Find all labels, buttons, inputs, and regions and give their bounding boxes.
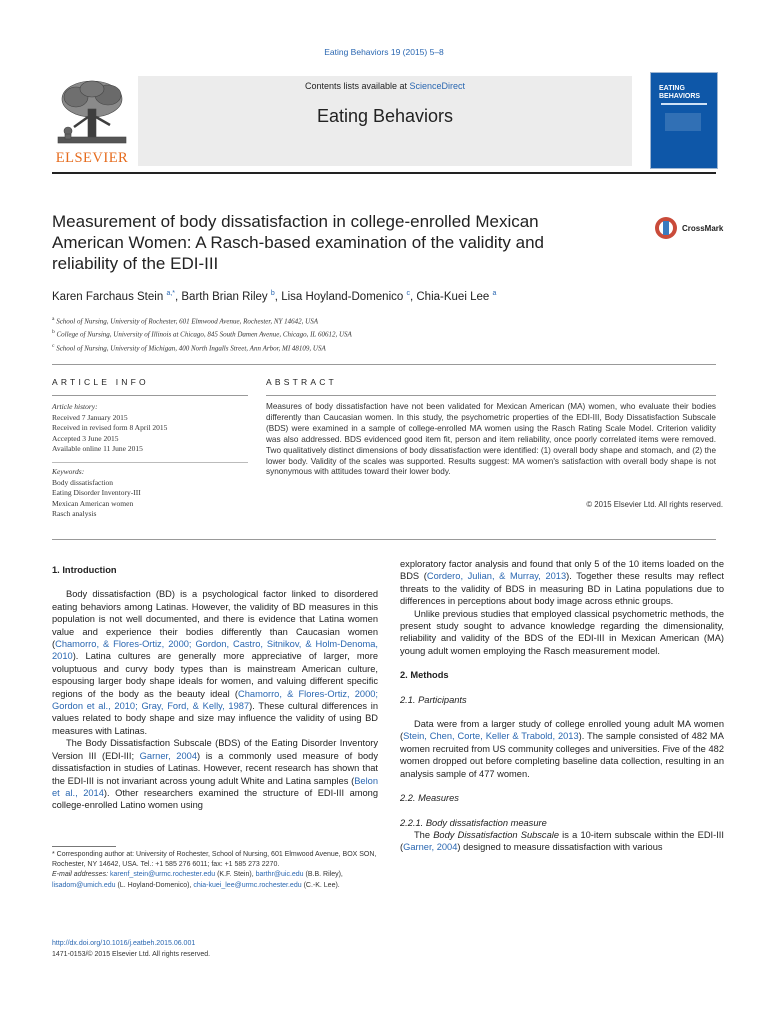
body-column-left: [52, 564, 378, 812]
keyword-item: Rasch analysis: [52, 509, 97, 518]
article-title: Measurement of body dissatisfaction in college-enrolled Mexican American Women: A Rasch-based examination of the validity and reliability of the EDI-III: [52, 212, 545, 273]
keyword-item: Mexican American women: [52, 498, 134, 508]
text-run: ) is a commonly used measure of body dissatisfaction in studies of Latinas. However, recent research has shown that the EDI-III is not invariant across young adult White and Latina samples (: [52, 750, 378, 786]
abstract-rule: [266, 395, 716, 396]
article-info-heading: ARTICLE INFO: [52, 377, 149, 387]
text-run: ). Together these results may reflect threats to the validity of BDS in measuring BD in Latina populations due to differences in perceptions about body image across ethnic groups.: [400, 571, 725, 607]
text-run: ). Other researchers examined the structure of EDI-III among college-enrolled Latino women using: [52, 787, 378, 811]
email-link[interactable]: karenf_stein@urmc.rochester.edu: [109, 871, 216, 879]
body-divider: [52, 539, 716, 540]
author-sup[interactable]: a: [492, 290, 497, 297]
contents-line: [138, 81, 632, 91]
history-item: Received in revised form 8 April 2015: [52, 423, 168, 432]
affiliation-item: [52, 341, 712, 354]
introduction-heading: 1. Introduction: [52, 565, 117, 575]
participants-heading: 2.1. Participants: [400, 694, 467, 705]
email-link[interactable]: lisadom@umich.edu: [52, 881, 116, 889]
citation-link[interactable]: Stein, Chen, Corte, Keller & Trabold, 2013: [403, 731, 579, 742]
crossmark-label: CrossMark: [682, 223, 724, 233]
citation-link[interactable]: Cordero, Julian, & Murray, 2013: [426, 571, 567, 582]
keyword-item: Eating Disorder Inventory-III: [52, 488, 141, 497]
email-owner: (L. Hoyland-Domenico),: [115, 881, 194, 889]
citation-link[interactable]: Garner, 2004: [403, 842, 458, 853]
affiliation-text: School of Nursing, University of Rochester, 601 Elmwood Avenue, Rochester, NY 14642, USA: [56, 317, 318, 326]
citation-link[interactable]: Belon et al., 2014: [52, 775, 378, 798]
author-list: Karen Farchaus Stein $^{a,*}$, Barth Brian Riley $^b$, Lisa Hoyland-Domenico $^c$, Chia-Kuei Lee $^a$: [52, 290, 497, 303]
intro-paragraph-2: [52, 737, 378, 811]
journal-reference[interactable]: Eating Behaviors 19 (2015) 5–8: [324, 47, 444, 57]
issn-line: 1471-0153/© 2015 Elsevier Ltd. All rights reserved.: [52, 950, 211, 958]
page-footer: [52, 939, 382, 960]
affiliation-item: [52, 327, 712, 340]
article-history: [52, 402, 248, 455]
text-run: Data were from a larger study of college enrolled young adult MA women (: [400, 719, 724, 742]
doi-link[interactable]: http://dx.doi.org/10.1016/j.eatbeh.2015.06.001: [52, 940, 196, 947]
participants-paragraph: [400, 718, 724, 780]
bds-paragraph: [400, 829, 724, 854]
affiliation-sup: b: [52, 329, 55, 336]
text-run: The Body Dissatisfaction Subscale (BDS) of the Eating Disorder Inventory Version III (EDI-III;: [52, 738, 378, 761]
affiliation-text: School of Nursing, University of Michigan, 400 North Ingalls Street, Ann Arbor, MI 48109, USA: [56, 343, 326, 352]
history-item: Received 7 January 2015: [52, 412, 128, 422]
citation-link[interactable]: Chamorro, & Flores-Ortiz, 2000; Gordon, Castro, Sitnikov, & Holm-Denoma, 2010: [52, 639, 378, 662]
author-name[interactable]: Karen Farchaus Stein: [52, 290, 164, 303]
text-run: exploratory factor analysis and found that only 5 of the 10 items loaded on the BDS (: [400, 559, 724, 582]
author-name[interactable]: Chia-Kuei Lee: [416, 290, 490, 303]
cover-title: EATING BEHAVIORS: [659, 85, 701, 100]
author-name[interactable]: Lisa Hoyland-Domenico: [281, 290, 404, 303]
author-name[interactable]: Barth Brian Riley: [181, 290, 268, 303]
crossmark-icon: [654, 216, 678, 240]
citation-link[interactable]: Garner, 2004: [139, 750, 197, 761]
keywords: [52, 467, 248, 520]
footnotes: [52, 850, 382, 891]
keyword-item: Body dissatisfaction: [52, 477, 114, 487]
keywords-rule: [52, 462, 248, 463]
abstract-text: Measures of body dissatisfaction have not been validated for Mexican American (MA) women, who evaluate their bodies differently than Caucasian women. In this study, the psychometric properties of the EDI-III, Body Dissatisfaction Subscale (BDS) were examined in a sample of college-enrolled MA women using the Rasch Rating Scale Model. Criterion validity was also addressed. BDS evidenced good item fit, person and item reliability, once poorly correlated items were removed. Two qualitatively distinct dimensions of body dissatisfaction were identified: (1) overall body shape and stomach, and (2) the lower body. Validity of the scales was supported. Results suggest: MA women's satisfaction with overall body shape is not synonymous with attitudes toward their lower body.: [266, 402, 716, 477]
affiliation-text: College of Nursing, University of Illinois at Chicago, 845 South Damen Avenue, Chicago, IL 60612, USA: [56, 330, 352, 339]
header-divider: [52, 172, 716, 174]
elsevier-wordmark: ELSEVIER: [55, 150, 129, 166]
history-label: Article history:: [52, 402, 98, 411]
text-run: ). The sample consisted of 482 MA women recruited from US community colleges and universities. Five of the 482 women dropped out before completing baseline data collection, resulting in an analysis sample of 477 women.: [400, 731, 725, 779]
text-run-italic: Body Dissatisfaction Subscale: [433, 829, 559, 840]
body-column-right: [400, 558, 724, 854]
text-run: ). These cultural differences in values related to body shape and size may influence the validity of using BD measures with Latinas.: [52, 701, 378, 736]
keywords-label: Keywords:: [52, 467, 85, 476]
bds-heading: 2.2.1. Body dissatisfaction measure: [400, 817, 547, 828]
text-run: is a 10-item subscale within the EDI-III (: [400, 829, 724, 853]
affiliation-sup: c: [52, 342, 55, 349]
email-link[interactable]: chia-kuei_lee@urmc.rochester.edu: [193, 881, 302, 889]
email-addresses: [52, 870, 382, 890]
email-owner: (K.F. Stein),: [215, 871, 256, 879]
article-info-rule: [52, 395, 248, 396]
crossmark-badge[interactable]: [654, 216, 723, 240]
author-sup[interactable]: c: [406, 290, 410, 297]
email-owner: (C.-K. Lee).: [301, 881, 340, 889]
intro-paragraph-1: [52, 588, 378, 737]
journal-cover-thumbnail[interactable]: [650, 72, 718, 169]
author-sup[interactable]: b: [270, 290, 275, 297]
email-label: E-mail addresses:: [52, 871, 110, 879]
email-owner: (B.B. Riley),: [303, 871, 343, 879]
sciencedirect-link[interactable]: ScienceDirect: [409, 81, 466, 91]
journal-title: Eating Behaviors: [316, 106, 454, 126]
history-item: Accepted 3 June 2015: [52, 433, 119, 443]
methods-heading: 2. Methods: [400, 670, 449, 681]
affiliation-sup: a: [52, 316, 55, 322]
measures-heading: 2.2. Measures: [400, 793, 459, 804]
study-aim-paragraph: Unlike previous studies that employed classical psychometric methods, the present study sought to advance knowledge regarding the dimensionality, reliability and validity of the BDS of the EDI-III in Mexican American (MA) young adult women employing the Rasch measurement model.: [400, 608, 724, 656]
text-run: Body dissatisfaction (BD) is a psychological factor linked to disordered eating behaviors among Latinas. However, the validity of BD measures in this population is not well documented, and there is evidence that Latina women value and experience their bodies differently than Caucasian women (: [52, 589, 378, 650]
cover-rule: [661, 103, 707, 105]
author-sup[interactable]: a,*: [166, 290, 175, 297]
text-run: ). Latina cultures are generally more appreciative of larger, more voluptuous and curvy body types than is mainstream American culture, espousing larger body shape ideals for women, and valuing different specific regions of the body as the beauty ideal (: [52, 651, 378, 699]
contents-prefix: Contents lists available at: [304, 81, 410, 91]
cover-panel: [665, 113, 701, 131]
text-run: ) designed to measure dissatisfaction with various: [457, 842, 663, 853]
abstract-heading: ABSTRACT: [266, 377, 337, 387]
continued-paragraph: [400, 558, 724, 608]
corresponding-author-note: * Corresponding author at: University of Rochester, School of Nursing, 601 Elmwood Avenue, BOX SON, Rochester, NY 14642, USA. Tel.: +1 585 276 6011; fax: +1 585 273 2270.: [52, 851, 377, 869]
section-divider: [52, 364, 716, 365]
history-item: Available online 11 June 2015: [52, 444, 143, 453]
affiliation-item: [52, 314, 712, 327]
text-run: The: [414, 829, 434, 840]
email-link[interactable]: barthr@uic.edu: [255, 871, 304, 879]
citation-link[interactable]: Chamorro, & Flores-Ortiz, 2000; Gordon et al., 2010; Gray, Ford, & Kelly, 1987: [52, 688, 379, 712]
copyright-line: © 2015 Elsevier Ltd. All rights reserved.: [586, 500, 723, 509]
affiliations: [52, 314, 712, 354]
footnote-rule: [52, 846, 116, 847]
